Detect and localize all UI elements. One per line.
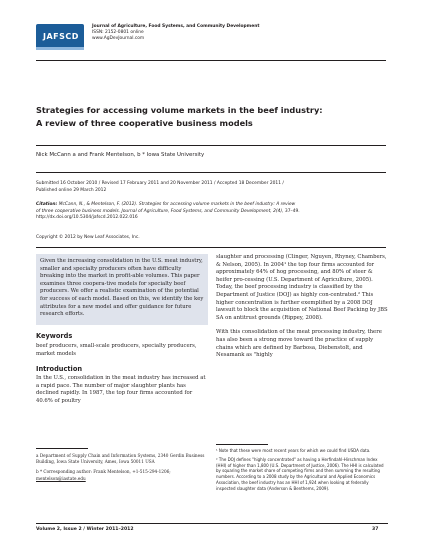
title-line-2: A review of three cooperative business models: [36, 117, 253, 128]
affiliations: [36, 448, 208, 486]
header-rule: [36, 60, 386, 61]
footnotes: [216, 444, 388, 495]
affiliation-rule: [36, 448, 88, 449]
copyright-rule: [36, 247, 386, 248]
affiliation-a: a Department of Supply Chain and Information Systems, 2340 Gerdin Business Building, Iowa State University, Ames, Iowa 50011 USA: [36, 453, 205, 465]
introduction-text: In the U.S., consolidation in the meat industry has increased at a rapid pace. The number of major slaughter plants has declined rapidly. In 1987, the top four firms accounted for 40.6% of poultry: [36, 375, 206, 404]
citation-head: Citation:: [36, 202, 58, 207]
journal-logo: [36, 24, 84, 50]
left-column: [36, 254, 208, 406]
body-paragraph-2: With this consolidation of the meat processing industry, there has also been a strong move toward the practice of supply chains which are defined by Barbosa, Diebenstolt, and Nesamank as "highly: [216, 329, 382, 359]
title-rule: [36, 145, 386, 146]
footer-rule: [36, 523, 388, 524]
footnote-1: ¹ Note that these were most recent years for which we could find USDA data.: [216, 448, 371, 453]
citation-text-2: of three cooperative business models.: [36, 208, 121, 214]
logo-text: JAFSCD: [43, 32, 79, 41]
introduction-heading: Introduction: [36, 364, 83, 373]
abstract-text: Given the increasing consolidation in the U.S. meat industry, smaller and specialty producers often have difficulty breaking into the market in profit-able volumes. This paper examines three coopera-tive models for specialty beef producers. We offer a realistic examination of the potential for success of each model. Based on this, we identify the key attributes for a new model and offer guidance for future research efforts.: [40, 258, 204, 318]
journal-info: [92, 24, 342, 43]
article-title: [36, 104, 388, 129]
keywords-heading: Keywords: [36, 331, 73, 340]
citation-pages: 37–49.: [284, 208, 300, 214]
journal-issn: ISSN: 2152-0801 online: [92, 30, 144, 36]
footer-page-number: 37: [372, 527, 379, 532]
journal-url[interactable]: www.AgDevJournal.com: [92, 36, 145, 42]
citation-doi[interactable]: http://dx.doi.org/10.5304/jafscd.2012.022.016: [36, 215, 138, 221]
dates-line-2: Published online 29 March 2012: [36, 187, 107, 193]
footnote-rule: [216, 444, 268, 445]
affiliation-b-text: b * Corresponding author: Frank Mentelson, +1-515-294-1206;: [36, 469, 171, 475]
authors: Nick McCann a and Frank Mentelson, b * Iowa State University: [36, 152, 205, 158]
dates-line-1: Submitted 16 October 2010 / Revised 17 February 2011 and 20 November 2011 / Accepted 18 December 2011 /: [36, 181, 284, 186]
footnote-2: ² The DOJ defines "highly concentrated" as having a Herfindahl-Hirschman Index (HHI) of higher than 1,800 (U.S. Department of Justice, 2006). The HHI is calculated by squaring the market share of competing firms and then summing the resulting numbers. According to a 2008 study by the Agricultural and Applied Economics Association, the beef industry has an HHI of 1,924 when looking at federally inspected slaughter data (Anderson & Benthems, 2009).: [216, 456, 384, 491]
submission-dates: [36, 181, 388, 194]
citation-text-1: McCann, N., & Mentelson, F. (2012). Strategies for accessing volume markets in the beef industry: A review: [58, 202, 296, 207]
abstract-box: [36, 254, 208, 325]
citation-journal: Journal of Agriculture, Food Systems, and Community Development, 2(4),: [121, 208, 284, 214]
citation: [36, 202, 388, 222]
author-email-link[interactable]: mentelson@iastate.edu: [36, 475, 86, 481]
right-column: [216, 254, 388, 367]
affiliation-b: [36, 469, 208, 481]
keywords-text: beef producers, small-scale producers, specialty producers, market models: [36, 343, 197, 357]
body-paragraph-1: slaughter and processing (Clinger, Nguyen, Rhyney, Chambers, & Nelson, 2005). In 2004¹ the top four firms accounted for approximately 64% of hog processing, and 80% of steer & heifer pro-cessing (U.S. Department of Agriculture, 2005). Today, the beef processing industry is classified by the Department of Justice (DOJ) as highly con-centrated.² This higher concentration is further exemplified by a 2008 DOJ lawsuit to block the acquisition of National Beef Packing by JBS SA on antitrust grounds (Rippey, 2008).: [216, 254, 388, 321]
copyright: Copyright © 2012 by New Leaf Associates, Inc.: [36, 235, 140, 240]
logo-stripe: [36, 47, 84, 50]
footer-volume: Volume 2, Issue 2 / Winter 2011–2012: [36, 527, 134, 532]
journal-name: Journal of Agriculture, Food Systems, and Community Development: [92, 24, 260, 29]
authors-rule: [36, 172, 386, 173]
title-line-1: Strategies for accessing volume markets in the beef industry:: [36, 105, 323, 115]
